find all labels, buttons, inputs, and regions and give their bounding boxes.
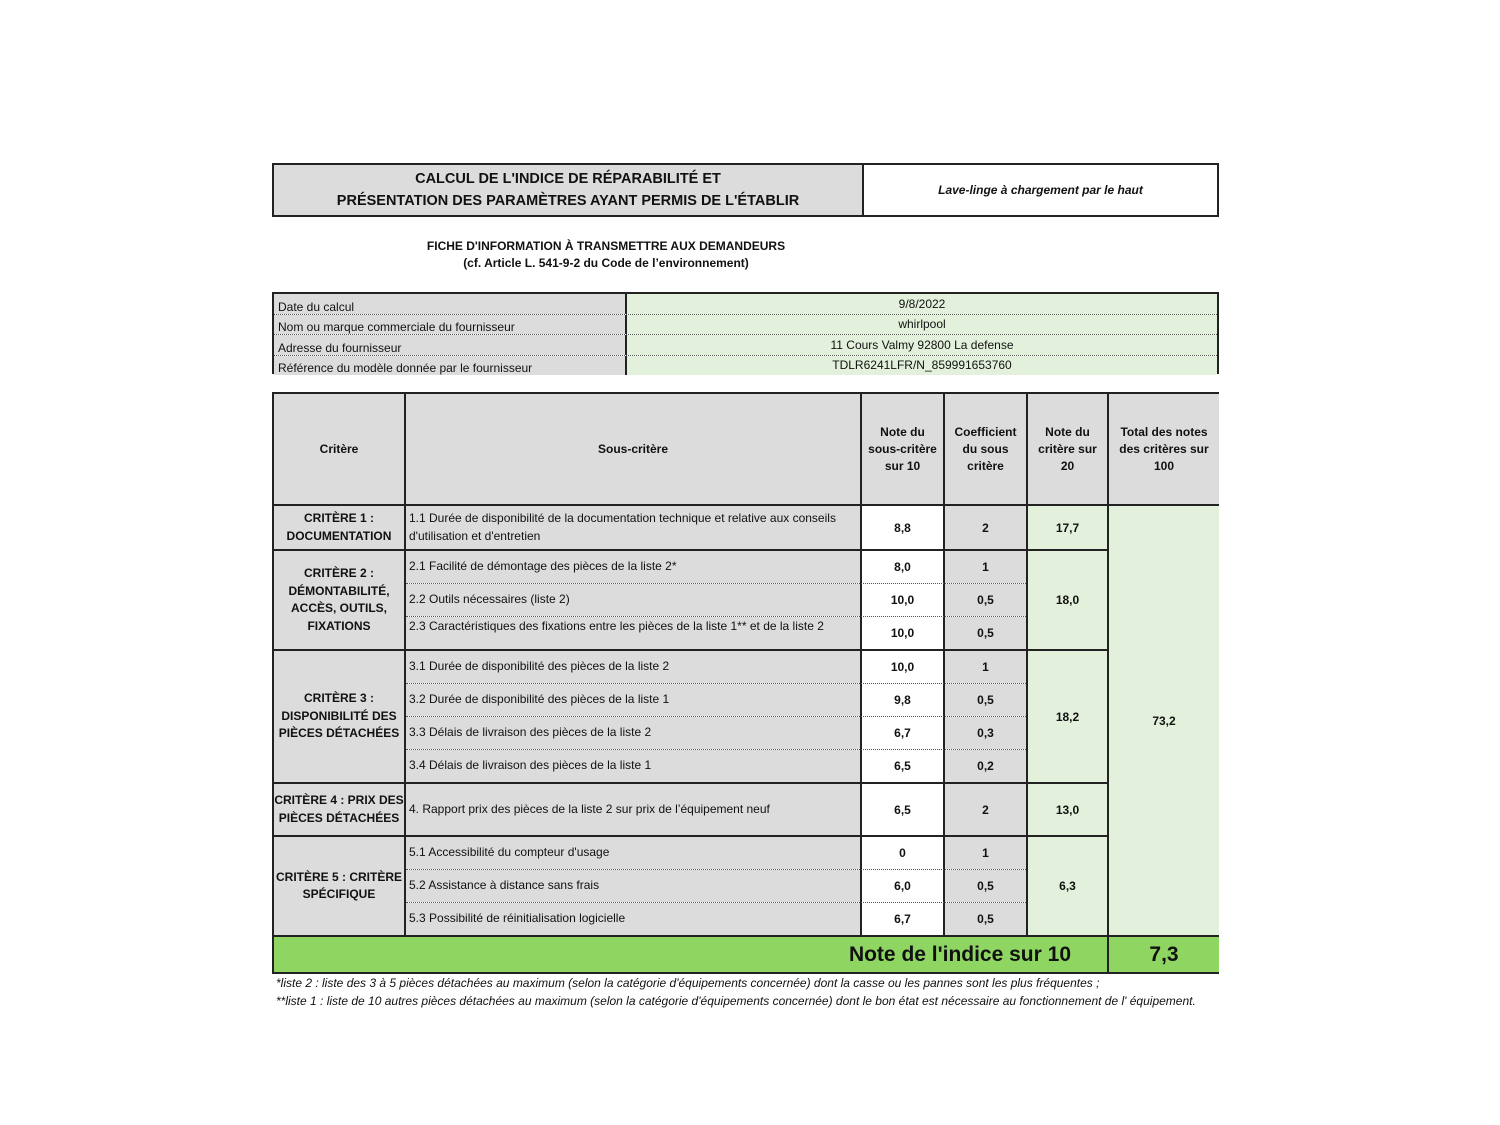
sub-criterion-note: 8,8 <box>862 506 943 549</box>
sub-criterion-label: 1.1 Durée de disponibilité de la documentation technique et relative aux conseils d'utilisation et d'entretien <box>406 506 860 549</box>
sub-criterion-label: 2.1 Facilité de démontage des pièces de la liste 2* <box>406 551 860 583</box>
criterion-score: 18,2 <box>1028 651 1107 782</box>
col-header-sous-critere: Sous-critère <box>406 394 860 504</box>
grid-line <box>274 935 1217 937</box>
criterion-name: CRITÈRE 2 : DÉMONTABILITÉ, ACCÈS, OUTILS, FIXATIONS <box>274 551 404 649</box>
criterion-name: CRITÈRE 4 : PRIX DES PIÈCES DÉTACHÉES <box>274 784 404 835</box>
document-title <box>274 165 864 215</box>
sub-criterion-label: 3.1 Durée de disponibilité des pièces de la liste 2 <box>406 651 860 683</box>
sub-criterion-note: 10,0 <box>862 617 943 649</box>
info-row <box>274 335 1217 356</box>
total-score: 73,2 <box>1109 506 1219 935</box>
sub-criterion-label: 3.2 Durée de disponibilité des pièces de la liste 1 <box>406 684 860 716</box>
title-line-2: PRÉSENTATION DES PARAMÈTRES AYANT PERMIS DE L'ÉTABLIR <box>336 193 800 209</box>
sub-criterion-coef: 0,5 <box>945 870 1026 902</box>
sub-criterion-label: 3.3 Délais de livraison des pièces de la liste 2 <box>406 717 860 749</box>
grid-line <box>274 649 1107 651</box>
sub-criterion-note: 6,7 <box>862 717 943 749</box>
sub-criterion-coef: 0,5 <box>945 584 1026 616</box>
info-value: 9/8/2022 <box>627 294 1217 314</box>
grid-line <box>274 549 1107 551</box>
sub-criterion-note: 6,5 <box>862 784 943 835</box>
grid-line <box>1107 394 1109 972</box>
grid-line <box>404 394 406 935</box>
sub-criterion-label: 5.3 Possibilité de réinitialisation logicielle <box>406 903 860 935</box>
sub-criterion-label: 5.1 Accessibilité du compteur d'usage <box>406 837 860 869</box>
sub-criterion-note: 6,0 <box>862 870 943 902</box>
sub-criterion-note: 9,8 <box>862 684 943 716</box>
criterion-score: 13,0 <box>1028 784 1107 835</box>
info-value: 11 Cours Valmy 92800 La defense <box>627 335 1217 355</box>
grid-line <box>406 902 1026 903</box>
grid-line <box>406 869 1026 870</box>
fiche-line-2: (cf. Article L. 541-9-2 du Code de l’environnement) <box>463 256 749 270</box>
col-header-critere: Critère <box>274 394 404 504</box>
product-category: Lave-linge à chargement par le haut <box>938 183 1143 197</box>
sub-criterion-coef: 1 <box>945 651 1026 683</box>
sub-criterion-coef: 0,2 <box>945 750 1026 782</box>
footnotes <box>276 975 1221 1010</box>
sub-criterion-note: 10,0 <box>862 651 943 683</box>
sub-criterion-coef: 2 <box>945 506 1026 549</box>
criterion-name: CRITÈRE 3 : DISPONIBILITÉ DES PIÈCES DÉTACHÉES <box>274 651 404 782</box>
sub-criterion-coef: 1 <box>945 837 1026 869</box>
criterion-score: 6,3 <box>1028 837 1107 935</box>
criterion-name: CRITÈRE 1 : DOCUMENTATION <box>274 506 404 549</box>
criterion-score: 18,0 <box>1028 551 1107 649</box>
grid-line <box>860 394 862 935</box>
supplier-info-table <box>272 292 1219 374</box>
info-label: Nom ou marque commerciale du fournisseur <box>274 315 627 335</box>
sub-criterion-note: 8,0 <box>862 551 943 583</box>
sub-criterion-note: 6,7 <box>862 903 943 935</box>
footnote-1: *liste 2 : liste des 3 à 5 pièces détachées au maximum (selon la catégorie d'équipements concernée) dont la casse ou les pannes sont les plus fréquentes ; <box>276 976 1100 990</box>
sub-criterion-label: 2.3 Caractéristiques des fixations entre les pièces de la liste 1** et de la liste 2 <box>406 617 860 649</box>
sub-criterion-coef: 2 <box>945 784 1026 835</box>
col-header-note-critere: Note du critère sur 20 <box>1028 394 1107 504</box>
info-row <box>274 315 1217 336</box>
info-label: Date du calcul <box>274 294 627 314</box>
info-value: whirlpool <box>627 315 1217 335</box>
col-header-coef: Coefficient du sous critère <box>945 394 1026 504</box>
info-row <box>274 356 1217 376</box>
fiche-heading <box>272 238 940 272</box>
sub-criterion-label: 5.2 Assistance à distance sans frais <box>406 870 860 902</box>
sub-criterion-label: 3.4 Délais de livraison des pièces de la liste 1 <box>406 750 860 782</box>
final-index-value: 7,3 <box>1109 937 1219 972</box>
sub-criterion-label: 2.2 Outils nécessaires (liste 2) <box>406 584 860 616</box>
info-label: Référence du modèle donnée par le fournisseur <box>274 356 627 376</box>
document-header <box>272 163 1219 217</box>
info-row <box>274 294 1217 315</box>
criterion-score: 17,7 <box>1028 506 1107 549</box>
grid-line <box>406 616 1026 617</box>
final-index-label: Note de l'indice sur 10 <box>274 937 1107 972</box>
grid-line <box>274 504 1217 506</box>
footnote-2: **liste 1 : liste de 10 autres pièces détachées au maximum (selon la catégorie d'équipements concernée) dont le bon état est nécessaire au fonctionnement de l' équipement. <box>276 993 1196 1008</box>
sub-criterion-note: 0 <box>862 837 943 869</box>
grid-line <box>1026 394 1028 935</box>
col-header-note-sous: Note du sous-critère sur 10 <box>862 394 943 504</box>
sub-criterion-coef: 0,5 <box>945 903 1026 935</box>
repairability-table <box>272 392 1219 974</box>
col-header-total: Total des notes des critères sur 100 <box>1109 394 1219 504</box>
grid-line <box>274 782 1107 784</box>
sub-criterion-note: 10,0 <box>862 584 943 616</box>
criterion-name: CRITÈRE 5 : CRITÈRE SPÉCIFIQUE <box>274 837 404 935</box>
fiche-line-1: FICHE D'INFORMATION À TRANSMETTRE AUX DEMANDEURS <box>426 239 786 253</box>
info-value: TDLR6241LFR/N_859991653760 <box>627 356 1217 376</box>
grid-line <box>943 394 945 935</box>
grid-line <box>406 683 1026 684</box>
grid-line <box>406 716 1026 717</box>
info-label: Adresse du fournisseur <box>274 335 627 355</box>
grid-line <box>406 583 1026 584</box>
sub-criterion-coef: 0,5 <box>945 617 1026 649</box>
grid-line <box>406 749 1026 750</box>
title-line-1: CALCUL DE L'INDICE DE RÉPARABILITÉ ET <box>415 171 721 187</box>
sub-criterion-coef: 0,3 <box>945 717 1026 749</box>
sub-criterion-note: 6,5 <box>862 750 943 782</box>
sub-criterion-coef: 1 <box>945 551 1026 583</box>
grid-line <box>274 835 1107 837</box>
sub-criterion-label: 4. Rapport prix des pièces de la liste 2 sur prix de l’équipement neuf <box>406 784 860 835</box>
sub-criterion-coef: 0,5 <box>945 684 1026 716</box>
